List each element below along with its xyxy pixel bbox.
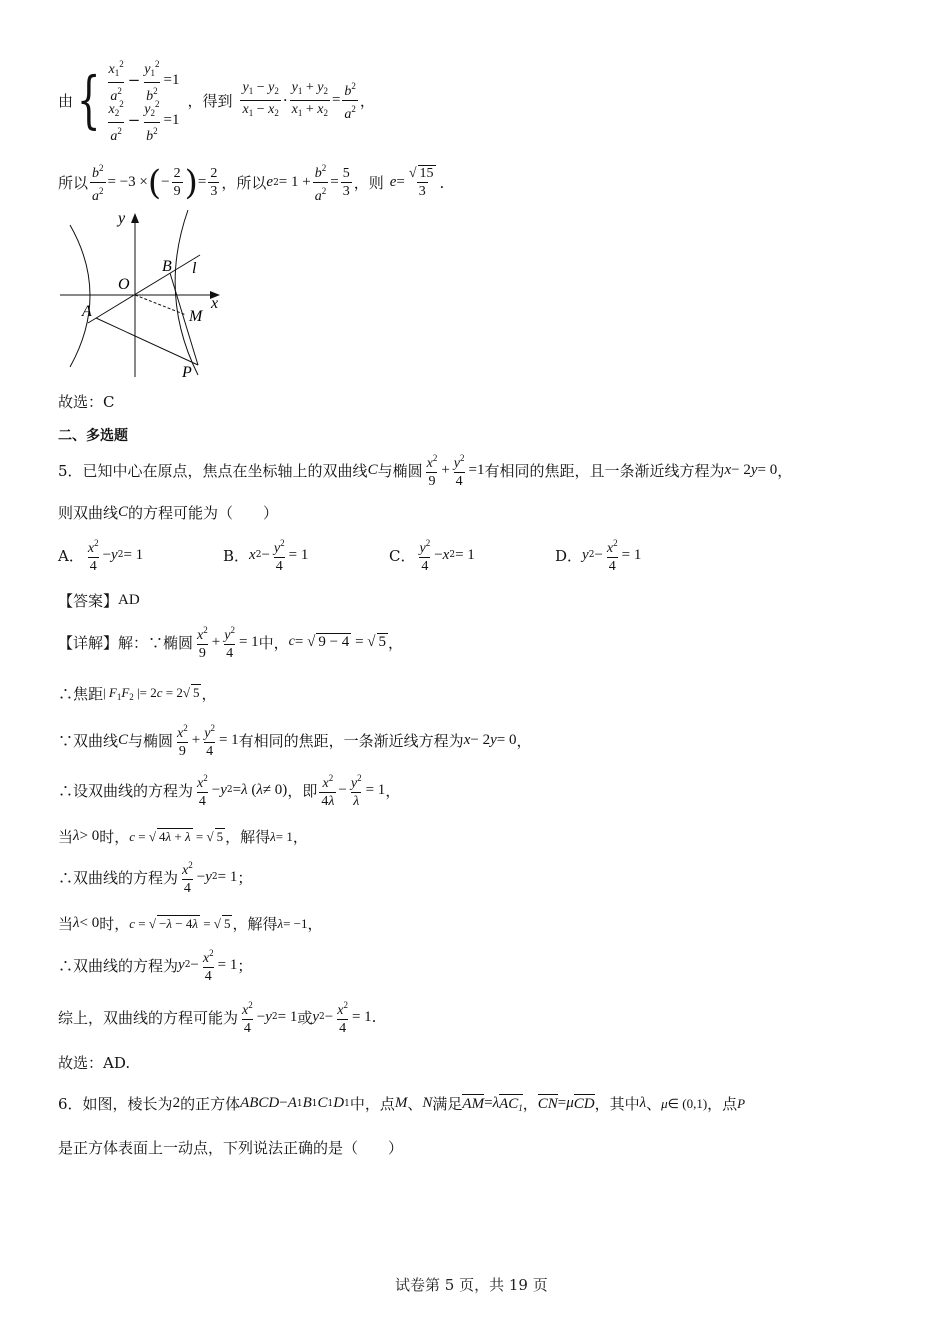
label-P: P bbox=[182, 364, 192, 381]
detail-7b-text: 时， bbox=[99, 915, 130, 933]
q5-detail-2: ∴焦距 | $F_1F_2$ |= 2c = 2√ 5 ， bbox=[58, 685, 217, 703]
q5-stem-line-2: 则双曲线 C 的方程可能为（ ） bbox=[58, 504, 279, 522]
q5-answer-value: AD bbox=[118, 592, 140, 608]
segment-OM bbox=[135, 295, 186, 315]
q5-detail-6: ∴双曲线的方程为 $\frac{x^2}{4}$ − y 2 = 1 ； bbox=[58, 860, 253, 896]
page-footer bbox=[395, 1276, 585, 1294]
q5-option-a[interactable]: A． $\frac{x^2}{4}$ − y 2 = 1 bbox=[58, 538, 144, 574]
period-text: . bbox=[439, 173, 445, 192]
q6-stem-8: ，点 bbox=[707, 1095, 738, 1113]
derivation-system-line: 由 { $\frac{x_1^2}{a^2}$ − $\frac{y_1^2}{b^2}$ =1 $\frac{x_2^2}{a^2}$ − $\frac{y_2^2}{b^2}$ =1 ，得到 $\frac{y_1 - y_2}{x_1 - x_2}$ · $\frac{y_1 + y_2}{x_1 + x_2}$ = $\frac{b^2}{a^2}$ ， bbox=[58, 58, 375, 144]
suoyi-text: 所以 bbox=[58, 174, 89, 192]
detail-3c-text: 有相同的焦距，一条渐近线方程为 bbox=[238, 731, 464, 750]
segment-AP bbox=[96, 318, 198, 365]
q5-answer-label: 【答案】 bbox=[58, 592, 119, 610]
hyperbola-left-branch bbox=[70, 225, 90, 367]
detail-7c-text: ，解得 bbox=[232, 915, 278, 933]
q5-detail-5: 当 λ > 0 时， c = √ 4λ + λ = √ 5 ，解得 λ = 1 ， bbox=[58, 828, 308, 846]
q5-final-line bbox=[58, 1052, 130, 1073]
prev-answer: 故选：C bbox=[58, 393, 115, 411]
q6-stem-2: 的正方体 bbox=[180, 1095, 241, 1113]
q6-stem-1: 如图，棱长为 bbox=[82, 1095, 173, 1113]
label-M: M bbox=[189, 308, 203, 325]
q5-detail-8: ∴双曲线的方程为 y 2 − $\frac{x^2}{4}$ = 1 ； bbox=[58, 948, 253, 984]
footer-text: 试卷第 5 页，共 19 页 bbox=[395, 1276, 548, 1294]
detail-9b-text: 或 bbox=[297, 1008, 313, 1027]
q5-stem-5: 的方程可能为（ ） bbox=[128, 504, 279, 522]
section-title: 二、多选题 bbox=[58, 428, 128, 444]
label-l: l bbox=[192, 260, 197, 277]
q5-detail-3: ∵双曲线 C 与椭圆 $\frac{x^2}{9}$ + $\frac{y^2}{4}$ = 1 有相同的焦距，一条渐近线方程为 x − 2 y = 0 ， bbox=[58, 723, 532, 759]
detail-3b-text: 与椭圆 bbox=[128, 731, 174, 750]
detail-9a-text: 综上，双曲线的方程可能为 bbox=[58, 1008, 239, 1027]
detail-8a-text: ∴双曲线的方程为 bbox=[58, 956, 179, 975]
q6-stem-6: ，其中 bbox=[594, 1095, 640, 1113]
q5-final: 故选：AD. bbox=[58, 1054, 131, 1072]
q5-option-c[interactable]: C． $\frac{y^2}{4}$ − x 2 = 1 bbox=[389, 538, 475, 574]
section-title-line bbox=[58, 425, 128, 445]
q6-stem-line-2 bbox=[58, 1137, 403, 1158]
detail-label: 【详解】 bbox=[58, 633, 119, 652]
q6-stem-3: 中，点 bbox=[349, 1095, 395, 1113]
q5-option-b[interactable]: B． x 2 − $\frac{y^2}{4}$ = 1 bbox=[223, 538, 309, 574]
q6-stem-7: 、 bbox=[646, 1095, 662, 1113]
system-brace: { bbox=[76, 63, 101, 136]
line-l bbox=[88, 255, 200, 323]
detail-5a-text: 当 bbox=[58, 828, 74, 846]
suoyi-e-text: ，所以 bbox=[221, 174, 267, 192]
q6-stem-line-1: 6． 如图，棱长为 2 的正方体 ABCD − A 1 B 1 C 1 D 1 中，点 M 、 N 满足 AM = λ $AC_1$ ， CN = μ CD ，其中 λ 、 μ ∈ (0,1) ，点 P bbox=[58, 1095, 746, 1113]
comma-text: ， bbox=[359, 91, 375, 110]
label-x: x bbox=[211, 295, 219, 312]
detail-7a-text: 当 bbox=[58, 915, 74, 933]
hyperbola-right-branch bbox=[175, 210, 198, 375]
prev-answer-line bbox=[58, 391, 114, 412]
q5-detail-9: 综上，双曲线的方程可能为 $\frac{x^2}{4}$ − y 2 = 1 或 y 2 − $\frac{x^2}{4}$ = 1 . bbox=[58, 1000, 377, 1036]
label-A: A bbox=[82, 303, 92, 320]
label-O: O bbox=[118, 276, 130, 293]
q6-stem-4: 、 bbox=[407, 1095, 423, 1113]
q5-answer-line bbox=[58, 590, 140, 611]
ze-text: ，则 bbox=[353, 174, 384, 192]
q5-options-line bbox=[58, 535, 641, 575]
y-axis-arrow bbox=[131, 213, 139, 223]
q5-stem-1: 已知中心在原点，焦点在坐标轴上的双曲线 bbox=[82, 461, 368, 480]
q5-stem-4: 则双曲线 bbox=[58, 504, 119, 522]
detail-1-text: 解：∵椭圆 bbox=[118, 633, 194, 652]
equation-system: $\frac{x_1^2}{a^2}$ − $\frac{y_1^2}{b^2}$ =1 $\frac{x_2^2}{a^2}$ − $\frac{y_2^2}{b^2}$ =1 bbox=[108, 58, 180, 144]
detail-4a-text: ∴设双曲线的方程为 bbox=[58, 781, 194, 800]
detail-5c-text: ，解得 bbox=[225, 828, 271, 846]
q5-stem-2: 与椭圆 bbox=[377, 461, 423, 480]
q5-detail-1: 【详解】 解：∵椭圆 $\frac{x^2}{9}$ + $\frac{y^2}{4}$ = 1 中， c = √ 9 − 4 = √ 5 ， bbox=[58, 625, 404, 661]
q5-option-d[interactable]: D． y 2 − $\frac{x^2}{4}$ = 1 bbox=[555, 538, 642, 574]
detail-2-text: ∴焦距 bbox=[58, 685, 104, 703]
detail-4b-text: ，即 bbox=[287, 781, 318, 800]
detail-1b-text: 中， bbox=[258, 633, 289, 652]
dedao-text: ，得到 bbox=[187, 91, 233, 110]
hyperbola-figure bbox=[58, 205, 228, 380]
q5-stem-line-1: 5． 已知中心在原点，焦点在坐标轴上的双曲线 C 与椭圆 $\frac{x^2}{9}$ + $\frac{y^2}{4}$ =1 有相同的焦距，且一条渐近线方程为 x − 2 y = 0 ， bbox=[58, 453, 793, 489]
q5-number: 5． bbox=[58, 461, 83, 480]
label-B: B bbox=[162, 258, 172, 275]
you-text: 由 bbox=[58, 91, 74, 110]
eccentricity-line: 所以 $\frac{b^2}{a^2}$ = −3 × ( − $\frac{2}{9}$ ) = $\frac{2}{3}$ ，所以 e 2 = 1 + $\frac{b^2}{a^2}$ = $\frac{5}{3}$ ，则 e = $\frac{√ 15}{3}$ . bbox=[58, 162, 445, 204]
detail-6a-text: ∴双曲线的方程为 bbox=[58, 868, 179, 887]
q6-stem-9: 是正方体表面上一动点，下列说法正确的是（ ） bbox=[58, 1139, 404, 1157]
q6-number: 6． bbox=[58, 1095, 83, 1113]
q5-detail-7: 当 λ < 0 时， c = √ −λ − 4λ = √ 5 ，解得 λ = −1 ， bbox=[58, 915, 323, 933]
q5-stem-3: 有相同的焦距，且一条渐近线方程为 bbox=[484, 461, 725, 480]
detail-5b-text: 时， bbox=[99, 828, 130, 846]
q5-detail-4: ∴设双曲线的方程为 $\frac{x^2}{4}$ − y 2 = λ ( λ ≠ 0) ，即 $\frac{x^2}{4\lambda}$ − $\frac{y^2}{\lambda}$ = 1 ， bbox=[58, 773, 401, 809]
detail-3a-text: ∵双曲线 bbox=[58, 731, 119, 750]
label-y: y bbox=[118, 210, 126, 227]
q6-stem-5: 满足 bbox=[432, 1095, 463, 1113]
